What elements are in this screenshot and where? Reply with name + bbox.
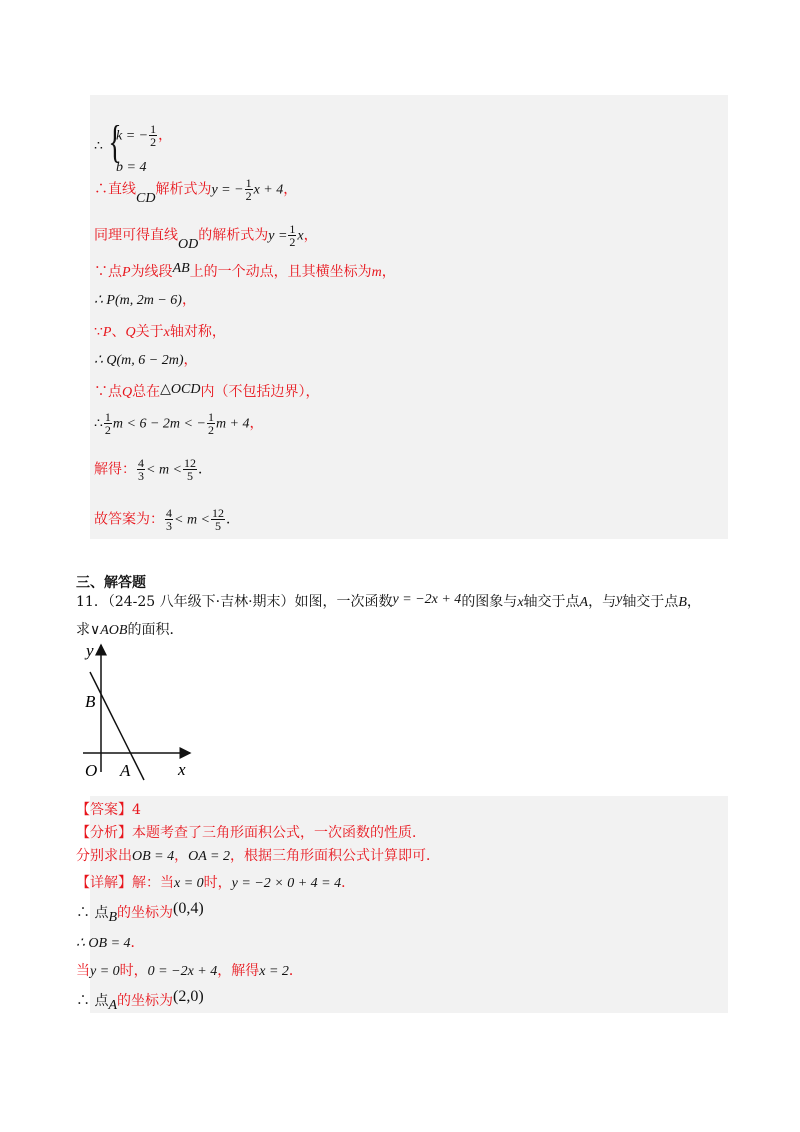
question-line-1: 11．（24-25 八年级下·吉林·期末）如图，一次函数y = −2x + 4的图象与x轴交于点A，与y轴交于点B， (76, 592, 701, 610)
separate-line: 分别求出OB = 4，OA = 2，根据三角形面积公式计算即可． (76, 848, 440, 864)
point-b-label: B (85, 692, 96, 711)
ob-line: ∴ OB = 4． (76, 935, 145, 951)
system-line (94, 117, 294, 177)
coordinate-figure (80, 642, 230, 782)
line-cd: ∴直线CD解析式为y = − $\frac{1}{2}$ x + 4， (94, 176, 298, 206)
answer-line: 【答案】4 (76, 802, 141, 818)
analysis-line: 【分析】本题考查了三角形面积公式，一次函数的性质． (76, 825, 426, 841)
function-line (90, 672, 144, 780)
section-title: 三、解答题 (76, 575, 146, 591)
line-point-p: ∵点P为线段AB上的一个动点，且其横坐标为m， (94, 261, 396, 280)
line-od: 同理可得直线OD的解析式为y = $\frac{1}{2}$ x， (94, 222, 318, 252)
y-axis-label: y (86, 642, 94, 660)
x-axis-label: x (178, 760, 186, 779)
question-line-2: 求∨AOB的面积． (76, 622, 184, 638)
therefore-symbol: ∴ (94, 138, 103, 154)
line-p-coord: ∴ P(m, 2m − 6)， (94, 292, 196, 308)
a-coord-line: ∴ 点A的坐标为(2,0) (76, 988, 204, 1013)
eq-k: k = − $\frac{1}{2}$ ， (116, 122, 173, 149)
line-final-answer: 故答案为： $\frac{4}{3}$ < m < $\frac{12}{5}$ ． (94, 506, 241, 533)
origin-label: O (85, 761, 98, 780)
solution-block-top (90, 95, 728, 539)
line-pq-symmetric: ∵P、Q关于x轴对称， (94, 324, 226, 340)
line-q-coord: ∴ Q(m, 6 − 2m)， (94, 352, 198, 368)
b-coord-line: ∴ 点B的坐标为(0,4) (76, 900, 204, 925)
when-y-zero-line: 当y = 0时，0 = −2x + 4，解得x = 2． (76, 963, 303, 979)
line-q-inside: ∵点Q总在△OCD内（不包括边界）， (94, 382, 320, 400)
line-inequality: ∴ $\frac{1}{2}$ m < 6 − 2m < − $\frac{1}{2}$ m + 4， (94, 410, 264, 437)
eq-b: b = 4 (116, 160, 147, 175)
point-a-label: A (120, 761, 131, 780)
brace-icon: { (108, 116, 122, 167)
detail-line: 【详解】解：当x = 0时，y = −2 × 0 + 4 = 4． (76, 875, 356, 891)
line-solution: 解得： $\frac{4}{3}$ < m < $\frac{12}{5}$ ． (94, 456, 213, 483)
solution-block-bottom (76, 796, 728, 1013)
